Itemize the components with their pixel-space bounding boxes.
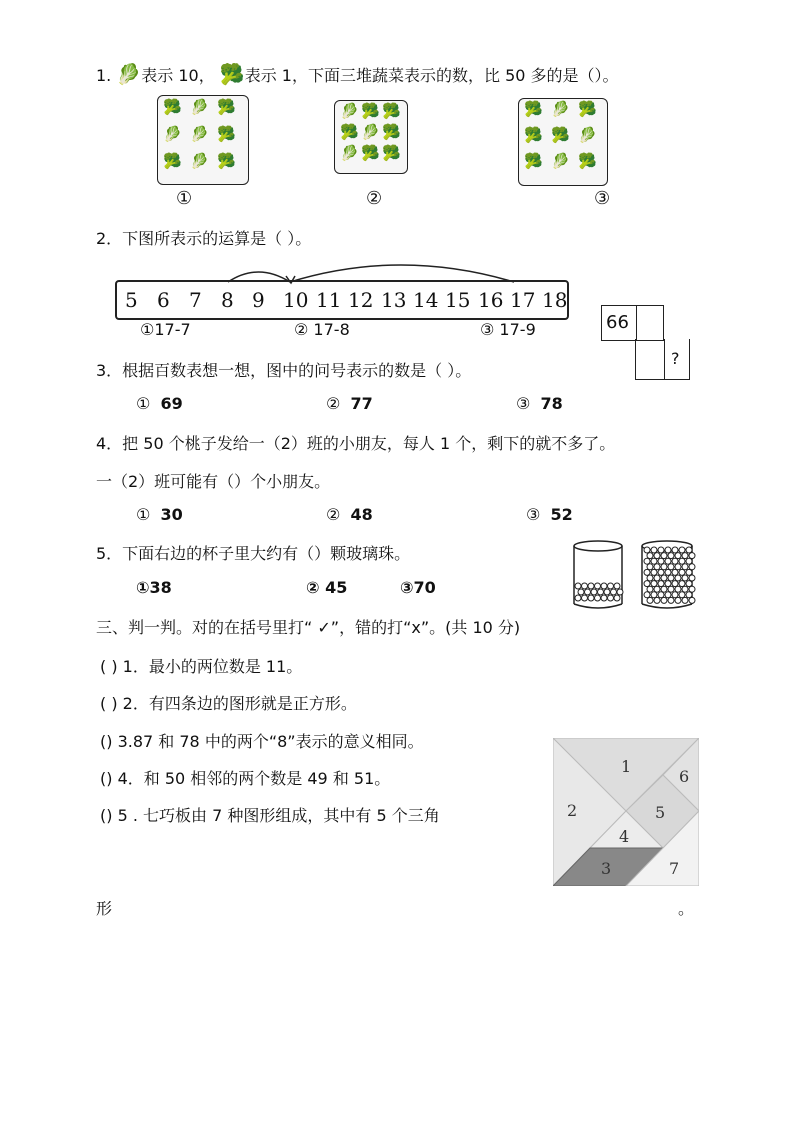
marble — [578, 589, 584, 595]
marble — [661, 564, 667, 570]
tangram-label-5: 5 — [655, 803, 666, 822]
marble — [665, 592, 671, 598]
marble — [651, 558, 657, 564]
marble — [604, 589, 610, 595]
broccoli-icon: 🥦 — [578, 152, 597, 170]
q5-option-2: ② 45 — [306, 578, 348, 597]
broccoli-icon: 🥦 — [217, 125, 236, 143]
marble — [595, 595, 601, 601]
grid-cell-67 — [635, 305, 664, 341]
tangram-label-7: 7 — [669, 859, 680, 878]
marble — [675, 564, 681, 570]
marble — [672, 558, 678, 564]
tangram-figure — [553, 738, 699, 886]
number-line-label: 15 — [445, 288, 471, 312]
bok-choy-icon: 🥬 — [190, 125, 209, 143]
broccoli-icon: 🥦 — [217, 98, 236, 116]
marble — [672, 581, 678, 587]
q2-option-3: ③ 17-9 — [480, 320, 536, 339]
marble — [658, 558, 664, 564]
marble — [689, 575, 695, 581]
bok-choy-icon: 🥬 — [340, 144, 359, 162]
marble — [686, 581, 692, 587]
marble — [665, 569, 671, 575]
marble — [614, 583, 620, 589]
judge-item-3: () 3.87 和 78 中的两个“8”表示的意义相同。 — [100, 732, 424, 751]
marble — [682, 586, 688, 592]
q2-option-2: ② 17-8 — [294, 320, 350, 339]
marble — [679, 581, 685, 587]
marble — [689, 597, 695, 603]
marble — [617, 589, 623, 595]
marble — [644, 558, 650, 564]
broccoli-icon: 🥦 — [163, 152, 182, 170]
q4-line1: 4．把 50 个桃子发给一（2）班的小朋友，每人 1 个，剩下的就不多了。 — [96, 434, 616, 453]
marble — [654, 586, 660, 592]
bok-choy-icon: 🥬 — [163, 125, 182, 143]
marble — [644, 581, 650, 587]
marble — [654, 575, 660, 581]
marble — [689, 586, 695, 592]
grid-cell-77 — [635, 339, 665, 380]
broccoli-icon: 🥦 — [524, 152, 543, 170]
marble — [675, 575, 681, 581]
marble — [647, 597, 653, 603]
marble — [665, 558, 671, 564]
marble — [679, 592, 685, 598]
number-line-label: 7 — [189, 288, 202, 312]
q4-line2: 一（2）班可能有（）个小朋友。 — [96, 472, 331, 491]
marble — [588, 595, 594, 601]
marble — [582, 583, 588, 589]
marble — [658, 569, 664, 575]
marble — [658, 592, 664, 598]
judge-item-4: () 4．和 50 相邻的两个数是 49 和 51。 — [100, 769, 391, 788]
marble — [595, 583, 601, 589]
q1-prefix: 1. — [96, 66, 112, 85]
marble — [585, 589, 591, 595]
marble — [668, 597, 674, 603]
broccoli-icon: 🥦 — [524, 126, 543, 144]
cup-left-marbles — [575, 583, 623, 601]
number-line-label: 12 — [348, 288, 374, 312]
q3-option-1: ① 69 — [136, 394, 183, 413]
broccoli-icon: 🥦 — [578, 100, 597, 118]
number-line-label: 16 — [478, 288, 504, 312]
marble — [682, 597, 688, 603]
marble — [601, 595, 607, 601]
section3-title: 三、判一判。对的在括号里打“ ✓”，错的打“x”。(共 10 分) — [96, 618, 521, 637]
judge-item-1: ( ) 1．最小的两位数是 11。 — [100, 657, 303, 676]
marble — [665, 581, 671, 587]
tangram-label-6: 6 — [679, 767, 690, 786]
broccoli-icon: 🥦 — [382, 102, 401, 120]
q4-option-2: ② 48 — [326, 505, 373, 524]
broccoli-icon: 🥦 — [361, 102, 380, 120]
judge-item-5-end: 。 — [678, 899, 695, 918]
marble — [661, 553, 667, 559]
q3-option-2: ② 77 — [326, 394, 373, 413]
broccoli-icon: 🥦 — [551, 126, 570, 144]
number-line-label: 17 — [510, 288, 536, 312]
marble — [668, 575, 674, 581]
marble — [575, 595, 581, 601]
marble — [686, 592, 692, 598]
marble — [654, 564, 660, 570]
number-line-label: 13 — [381, 288, 407, 312]
marble — [647, 553, 653, 559]
marble — [679, 569, 685, 575]
bok-choy-icon: 🥬 — [190, 98, 209, 116]
judge-item-2: ( ) 2．有四条边的图形就是正方形。 — [100, 694, 357, 713]
marble — [668, 553, 674, 559]
number-line-label: 5 — [125, 288, 138, 312]
marble — [582, 595, 588, 601]
marble — [611, 589, 617, 595]
marble — [686, 558, 692, 564]
marble — [644, 547, 650, 553]
marble — [654, 553, 660, 559]
marble — [672, 569, 678, 575]
number-line-label: 10 — [283, 288, 309, 312]
marble — [644, 592, 650, 598]
marble — [647, 586, 653, 592]
number-line-label: 14 — [413, 288, 439, 312]
marble — [675, 553, 681, 559]
marble — [686, 569, 692, 575]
marble-cups — [570, 538, 700, 612]
marble — [668, 586, 674, 592]
broccoli-icon: 🥦 — [217, 152, 236, 170]
bok-choy-icon: 🥬 — [116, 62, 142, 86]
q5-option-1: ①38 — [136, 578, 172, 597]
broccoli-icon: 🥦 — [382, 144, 401, 162]
q4-option-3: ③ 52 — [526, 505, 573, 524]
bok-choy-icon: 🥬 — [361, 123, 380, 141]
number-line-label: 18 — [542, 288, 568, 312]
marble — [575, 583, 581, 589]
marble — [661, 575, 667, 581]
tangram-label-3: 3 — [601, 859, 612, 878]
marble — [608, 595, 614, 601]
pile-label-3: ③ — [594, 188, 611, 209]
bok-choy-icon: 🥬 — [340, 102, 359, 120]
marble — [651, 592, 657, 598]
judge-item-5: () 5 . 七巧板由 7 种图形组成，其中有 5 个三角 — [100, 806, 440, 825]
marble — [614, 595, 620, 601]
bok-choy-icon: 🥬 — [551, 100, 570, 118]
marble — [608, 583, 614, 589]
marble — [675, 586, 681, 592]
marble — [672, 547, 678, 553]
marble — [665, 547, 671, 553]
broccoli-icon: 🥦 — [524, 100, 543, 118]
number-line-label: 8 — [221, 288, 234, 312]
marble — [658, 547, 664, 553]
q3-text: 3．根据百数表想一想，图中的问号表示的数是（ ）。 — [96, 361, 472, 380]
broccoli-icon: 🥦 — [163, 98, 182, 116]
marble — [647, 564, 653, 570]
tangram-label-4: 4 — [619, 827, 630, 846]
tangram-label-2: 2 — [567, 801, 578, 820]
q5-text: 5．下面右边的杯子里大约有（）颗玻璃珠。 — [96, 544, 411, 563]
q2-option-1: ①17-7 — [140, 320, 191, 339]
grid-cell-66: 66 — [601, 305, 637, 341]
number-line-label: 11 — [316, 288, 342, 312]
q1-line: 1. 🥬表示 10， 🥦表示 1，下面三堆蔬菜表示的数，比 50 多的是（）。 — [96, 62, 619, 86]
q3-option-3: ③ 78 — [516, 394, 563, 413]
marble — [651, 581, 657, 587]
broccoli-icon: 🥦 — [219, 62, 245, 86]
tangram-label-1: 1 — [621, 757, 632, 776]
marble — [675, 597, 681, 603]
marble — [658, 581, 664, 587]
marble — [682, 564, 688, 570]
marble — [672, 592, 678, 598]
broccoli-icon: 🥦 — [340, 123, 359, 141]
marble — [598, 589, 604, 595]
marble — [588, 583, 594, 589]
marble — [661, 597, 667, 603]
broccoli-icon: 🥦 — [382, 123, 401, 141]
marble — [651, 569, 657, 575]
marble — [682, 553, 688, 559]
judge-item-5-continuation: 形 — [96, 899, 113, 918]
marble — [591, 589, 597, 595]
marble — [647, 575, 653, 581]
pile-label-1: ① — [176, 188, 193, 209]
marble — [644, 569, 650, 575]
bok-choy-icon: 🥬 — [551, 152, 570, 170]
marble — [686, 547, 692, 553]
marble — [601, 583, 607, 589]
cup-right-marbles — [644, 547, 695, 603]
number-line-label: 9 — [252, 288, 265, 312]
marble — [679, 547, 685, 553]
marble — [661, 586, 667, 592]
cup-left-rim — [574, 541, 622, 551]
marble — [682, 575, 688, 581]
grid-cell-unknown: ? — [663, 339, 690, 380]
broccoli-icon: 🥦 — [361, 144, 380, 162]
marble — [668, 564, 674, 570]
bok-choy-icon: 🥬 — [578, 126, 597, 144]
marble — [651, 547, 657, 553]
q2-text: 2．下图所表示的运算是（ ）。 — [96, 229, 312, 248]
q5-option-3: ③70 — [400, 578, 436, 597]
pile-label-2: ② — [366, 188, 383, 209]
marble — [654, 597, 660, 603]
marble — [689, 564, 695, 570]
q4-option-1: ① 30 — [136, 505, 183, 524]
bok-choy-icon: 🥬 — [190, 152, 209, 170]
marble — [679, 558, 685, 564]
number-line-label: 6 — [157, 288, 170, 312]
number-line — [115, 280, 569, 320]
marble — [689, 553, 695, 559]
